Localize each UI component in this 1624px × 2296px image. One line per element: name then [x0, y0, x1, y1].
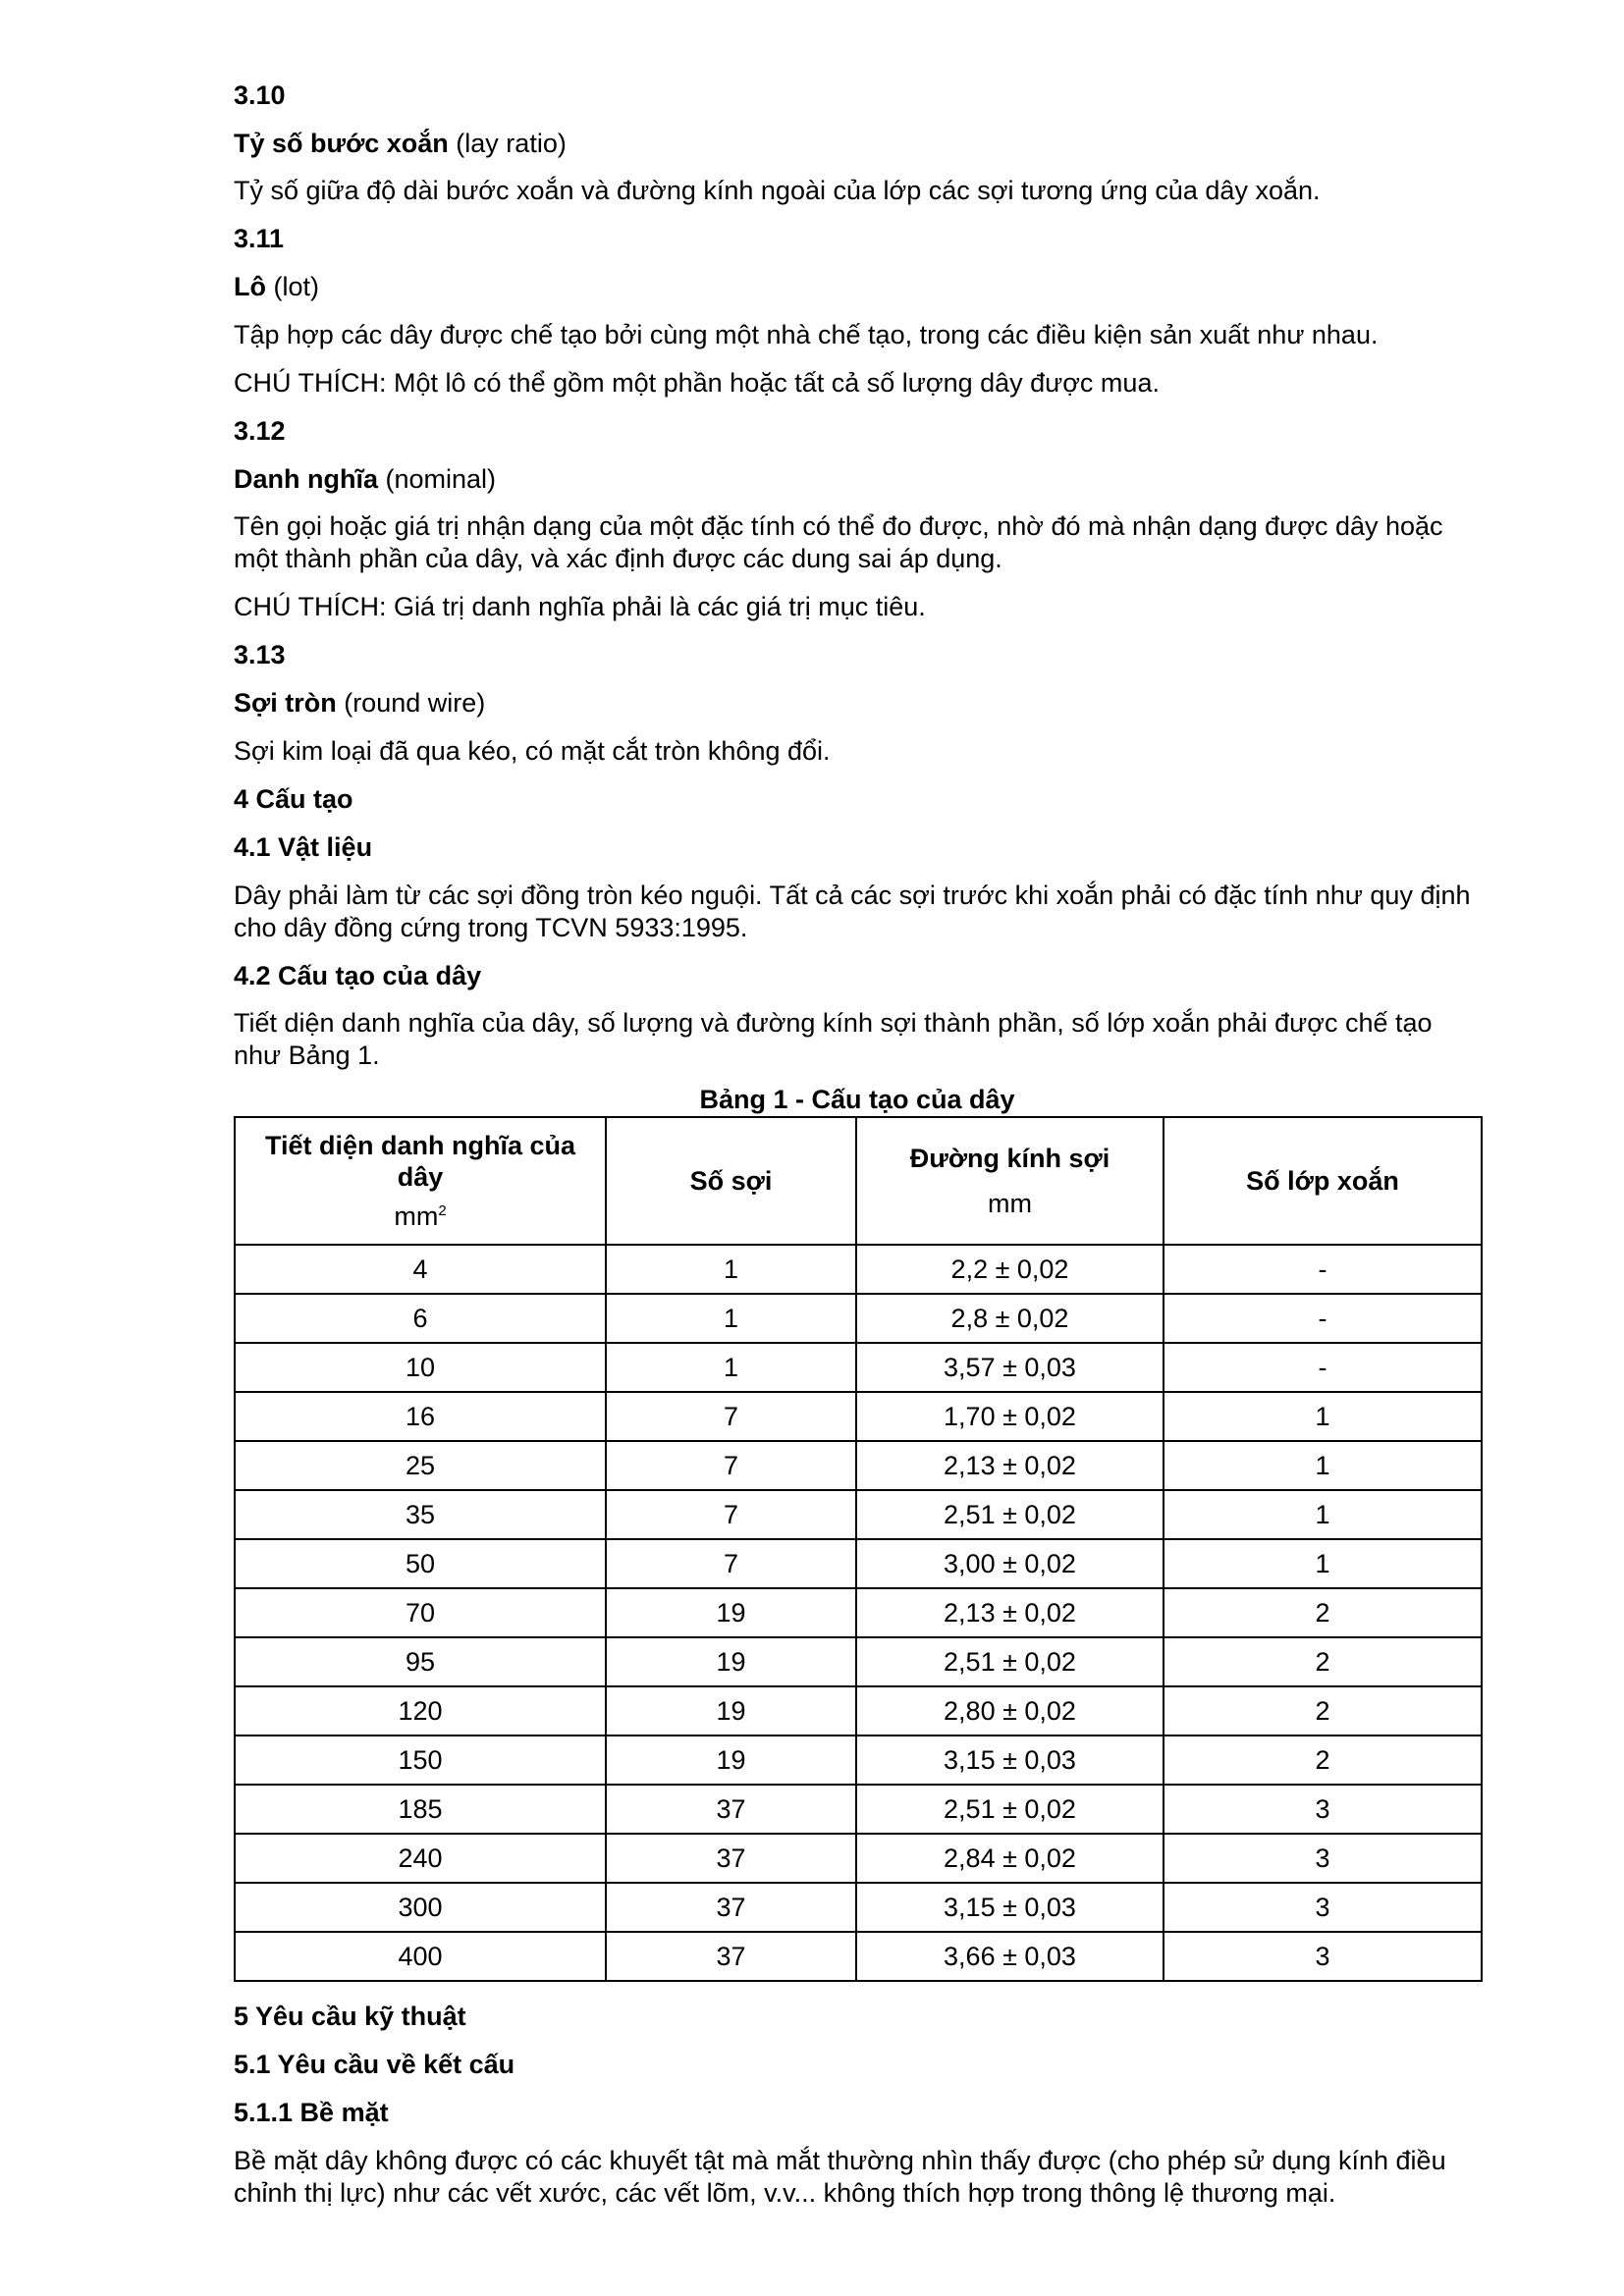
cell-wire-diameter: 3,15 ± 0,03: [856, 1883, 1164, 1932]
cell-cross-section: 95: [235, 1637, 606, 1686]
section-4-1-body: Dây phải làm từ các sợi đồng tròn kéo nguội. Tất cả các sợi trước khi xoắn phải có đặc tính như quy định cho dây đồng cứng trong TCVN 5933:1995.: [234, 881, 1471, 942]
term-english: (round wire): [336, 688, 486, 718]
cell-cross-section: 150: [235, 1735, 606, 1785]
term-english: (nominal): [378, 464, 497, 494]
table-row: [235, 1245, 1482, 1294]
cell-strand-count: 1: [606, 1294, 856, 1343]
cell-cross-section: 25: [235, 1441, 606, 1490]
term-bold: Tỷ số bước xoắn: [234, 129, 449, 158]
cell-layer-count: 3: [1164, 1834, 1482, 1883]
cell-layer-count: -: [1164, 1245, 1482, 1294]
cell-strand-count: 37: [606, 1834, 856, 1883]
cell-cross-section: 6: [235, 1294, 606, 1343]
cell-strand-count: 1: [606, 1245, 856, 1294]
cell-strand-count: 19: [606, 1686, 856, 1735]
table-row: [235, 1343, 1482, 1392]
header-strand-count: Số sợi: [606, 1117, 856, 1245]
term-bold: Sợi tròn: [234, 688, 337, 718]
section-4-2-body: Tiết diện danh nghĩa của dây, số lượng và đường kính sợi thành phần, số lớp xoắn phải được chế tạo như Bảng 1.: [234, 1008, 1433, 1070]
table-row: [235, 1588, 1482, 1637]
cell-cross-section: 120: [235, 1686, 606, 1735]
cell-layer-count: 2: [1164, 1637, 1482, 1686]
header-wire-diameter: [856, 1117, 1164, 1245]
cell-strand-count: 37: [606, 1785, 856, 1834]
cell-cross-section: 10: [235, 1343, 606, 1392]
cell-wire-diameter: 3,15 ± 0,03: [856, 1735, 1164, 1785]
cell-cross-section: 16: [235, 1392, 606, 1441]
cell-wire-diameter: 3,00 ± 0,02: [856, 1539, 1164, 1588]
clause-3-10-definition: Tỷ số giữa độ dài bước xoắn và đường kính ngoài của lớp các sợi tương ứng của dây xoắn.: [234, 176, 1321, 205]
table-row: [235, 1883, 1482, 1932]
cell-wire-diameter: 2,80 ± 0,02: [856, 1686, 1164, 1735]
cell-layer-count: 1: [1164, 1490, 1482, 1539]
clause-3-10-term: [234, 128, 1481, 160]
clause-3-11-term: [234, 271, 1481, 303]
cell-wire-diameter: 3,57 ± 0,03: [856, 1343, 1164, 1392]
cell-layer-count: 3: [1164, 1883, 1482, 1932]
cell-strand-count: 19: [606, 1637, 856, 1686]
construction-table: [234, 1116, 1483, 1982]
section-4-2-heading: 4.2 Cấu tạo của dây: [234, 961, 482, 990]
header-cross-section-unit: $mm^2$: [394, 1201, 447, 1231]
section-5-1-1-heading: 5.1.1 Bề mặt: [234, 2098, 389, 2127]
cell-cross-section: 300: [235, 1883, 606, 1932]
clause-3-10-number: 3.10: [234, 80, 286, 110]
cell-cross-section: 50: [235, 1539, 606, 1588]
cell-layer-count: 2: [1164, 1588, 1482, 1637]
cell-cross-section: 70: [235, 1588, 606, 1637]
cell-wire-diameter: 2,84 ± 0,02: [856, 1834, 1164, 1883]
cell-layer-count: -: [1164, 1343, 1482, 1392]
cell-layer-count: 2: [1164, 1735, 1482, 1785]
cell-cross-section: 4: [235, 1245, 606, 1294]
section-5-1-heading: 5.1 Yêu cầu về kết cấu: [234, 2050, 515, 2079]
cell-wire-diameter: 2,8 ± 0,02: [856, 1294, 1164, 1343]
table-row: [235, 1294, 1482, 1343]
header-cross-section-label: Tiết diện danh nghĩa của dây: [264, 1131, 576, 1192]
table-row: [235, 1637, 1482, 1686]
section-5-1-1-body: Bề mặt dây không được có các khuyết tật mà mắt thường nhìn thấy được (cho phép sử dụng kính điều chỉnh thị lực) như các vết xước, các vết lõm, v.v... không thích hợp trong thông lệ thương mại.: [234, 2146, 1446, 2208]
cell-layer-count: 3: [1164, 1932, 1482, 1981]
cell-wire-diameter: 2,51 ± 0,02: [856, 1785, 1164, 1834]
cell-cross-section: 400: [235, 1932, 606, 1981]
section-4-heading: 4 Cấu tạo: [234, 784, 353, 814]
cell-layer-count: 3: [1164, 1785, 1482, 1834]
table-header-row: [235, 1117, 1482, 1245]
section-4-1-heading: 4.1 Vật liệu: [234, 832, 373, 862]
cell-wire-diameter: 2,51 ± 0,02: [856, 1490, 1164, 1539]
cell-strand-count: 7: [606, 1490, 856, 1539]
clause-3-11-note: CHÚ THÍCH: Một lô có thể gồm một phần hoặc tất cả số lượng dây được mua.: [234, 368, 1160, 398]
table-row: [235, 1392, 1482, 1441]
term-bold: Lô: [234, 272, 266, 301]
clause-3-12-definition: Tên gọi hoặc giá trị nhận dạng của một đặc tính có thể đo được, nhờ đó mà nhận dạng được dây hoặc một thành phần của dây, và xác định được các dung sai áp dụng.: [234, 511, 1443, 573]
cell-strand-count: 37: [606, 1883, 856, 1932]
cell-strand-count: 37: [606, 1932, 856, 1981]
cell-strand-count: 1: [606, 1343, 856, 1392]
table-caption: Bảng 1 - Cấu tạo của dây: [699, 1085, 1015, 1114]
cell-cross-section: 240: [235, 1834, 606, 1883]
cell-wire-diameter: 2,13 ± 0,02: [856, 1441, 1164, 1490]
header-layer-count: Số lớp xoắn: [1164, 1117, 1482, 1245]
table-row: [235, 1834, 1482, 1883]
clause-3-11-definition: Tập hợp các dây được chế tạo bởi cùng một nhà chế tạo, trong các điều kiện sản xuất như nhau.: [234, 320, 1379, 349]
clause-3-12-note: CHÚ THÍCH: Giá trị danh nghĩa phải là các giá trị mục tiêu.: [234, 592, 926, 621]
header-cross-section: [235, 1117, 606, 1245]
cell-layer-count: 2: [1164, 1686, 1482, 1735]
cell-layer-count: -: [1164, 1294, 1482, 1343]
cell-wire-diameter: 3,66 ± 0,03: [856, 1932, 1164, 1981]
clause-3-12-term: [234, 463, 1481, 496]
section-5-heading: 5 Yêu cầu kỹ thuật: [234, 2002, 466, 2031]
term-english: (lay ratio): [448, 129, 567, 158]
cell-cross-section: 185: [235, 1785, 606, 1834]
clause-3-13-term: [234, 687, 1481, 720]
cell-strand-count: 7: [606, 1392, 856, 1441]
clause-3-11-number: 3.11: [234, 224, 285, 253]
cell-cross-section: 35: [235, 1490, 606, 1539]
cell-strand-count: 19: [606, 1588, 856, 1637]
term-bold: Danh nghĩa: [234, 464, 378, 494]
header-wire-diameter-unit: mm: [988, 1189, 1032, 1218]
clause-3-12-number: 3.12: [234, 416, 286, 446]
clause-3-13-definition: Sợi kim loại đã qua kéo, có mặt cắt tròn không đổi.: [234, 736, 831, 766]
table-row: [235, 1686, 1482, 1735]
table-row: [235, 1441, 1482, 1490]
cell-strand-count: 7: [606, 1441, 856, 1490]
header-wire-diameter-label: Đường kính sợi: [909, 1144, 1110, 1173]
clause-3-13-number: 3.13: [234, 640, 286, 669]
cell-layer-count: 1: [1164, 1392, 1482, 1441]
cell-strand-count: 7: [606, 1539, 856, 1588]
term-english: (lot): [266, 272, 319, 301]
table-row: [235, 1932, 1482, 1981]
cell-wire-diameter: 2,2 ± 0,02: [856, 1245, 1164, 1294]
cell-layer-count: 1: [1164, 1441, 1482, 1490]
table-row: [235, 1490, 1482, 1539]
cell-strand-count: 19: [606, 1735, 856, 1785]
table-row: [235, 1539, 1482, 1588]
table-row: [235, 1785, 1482, 1834]
cell-wire-diameter: 2,51 ± 0,02: [856, 1637, 1164, 1686]
cell-wire-diameter: 1,70 ± 0,02: [856, 1392, 1164, 1441]
cell-wire-diameter: 2,13 ± 0,02: [856, 1588, 1164, 1637]
cell-layer-count: 1: [1164, 1539, 1482, 1588]
table-row: [235, 1735, 1482, 1785]
